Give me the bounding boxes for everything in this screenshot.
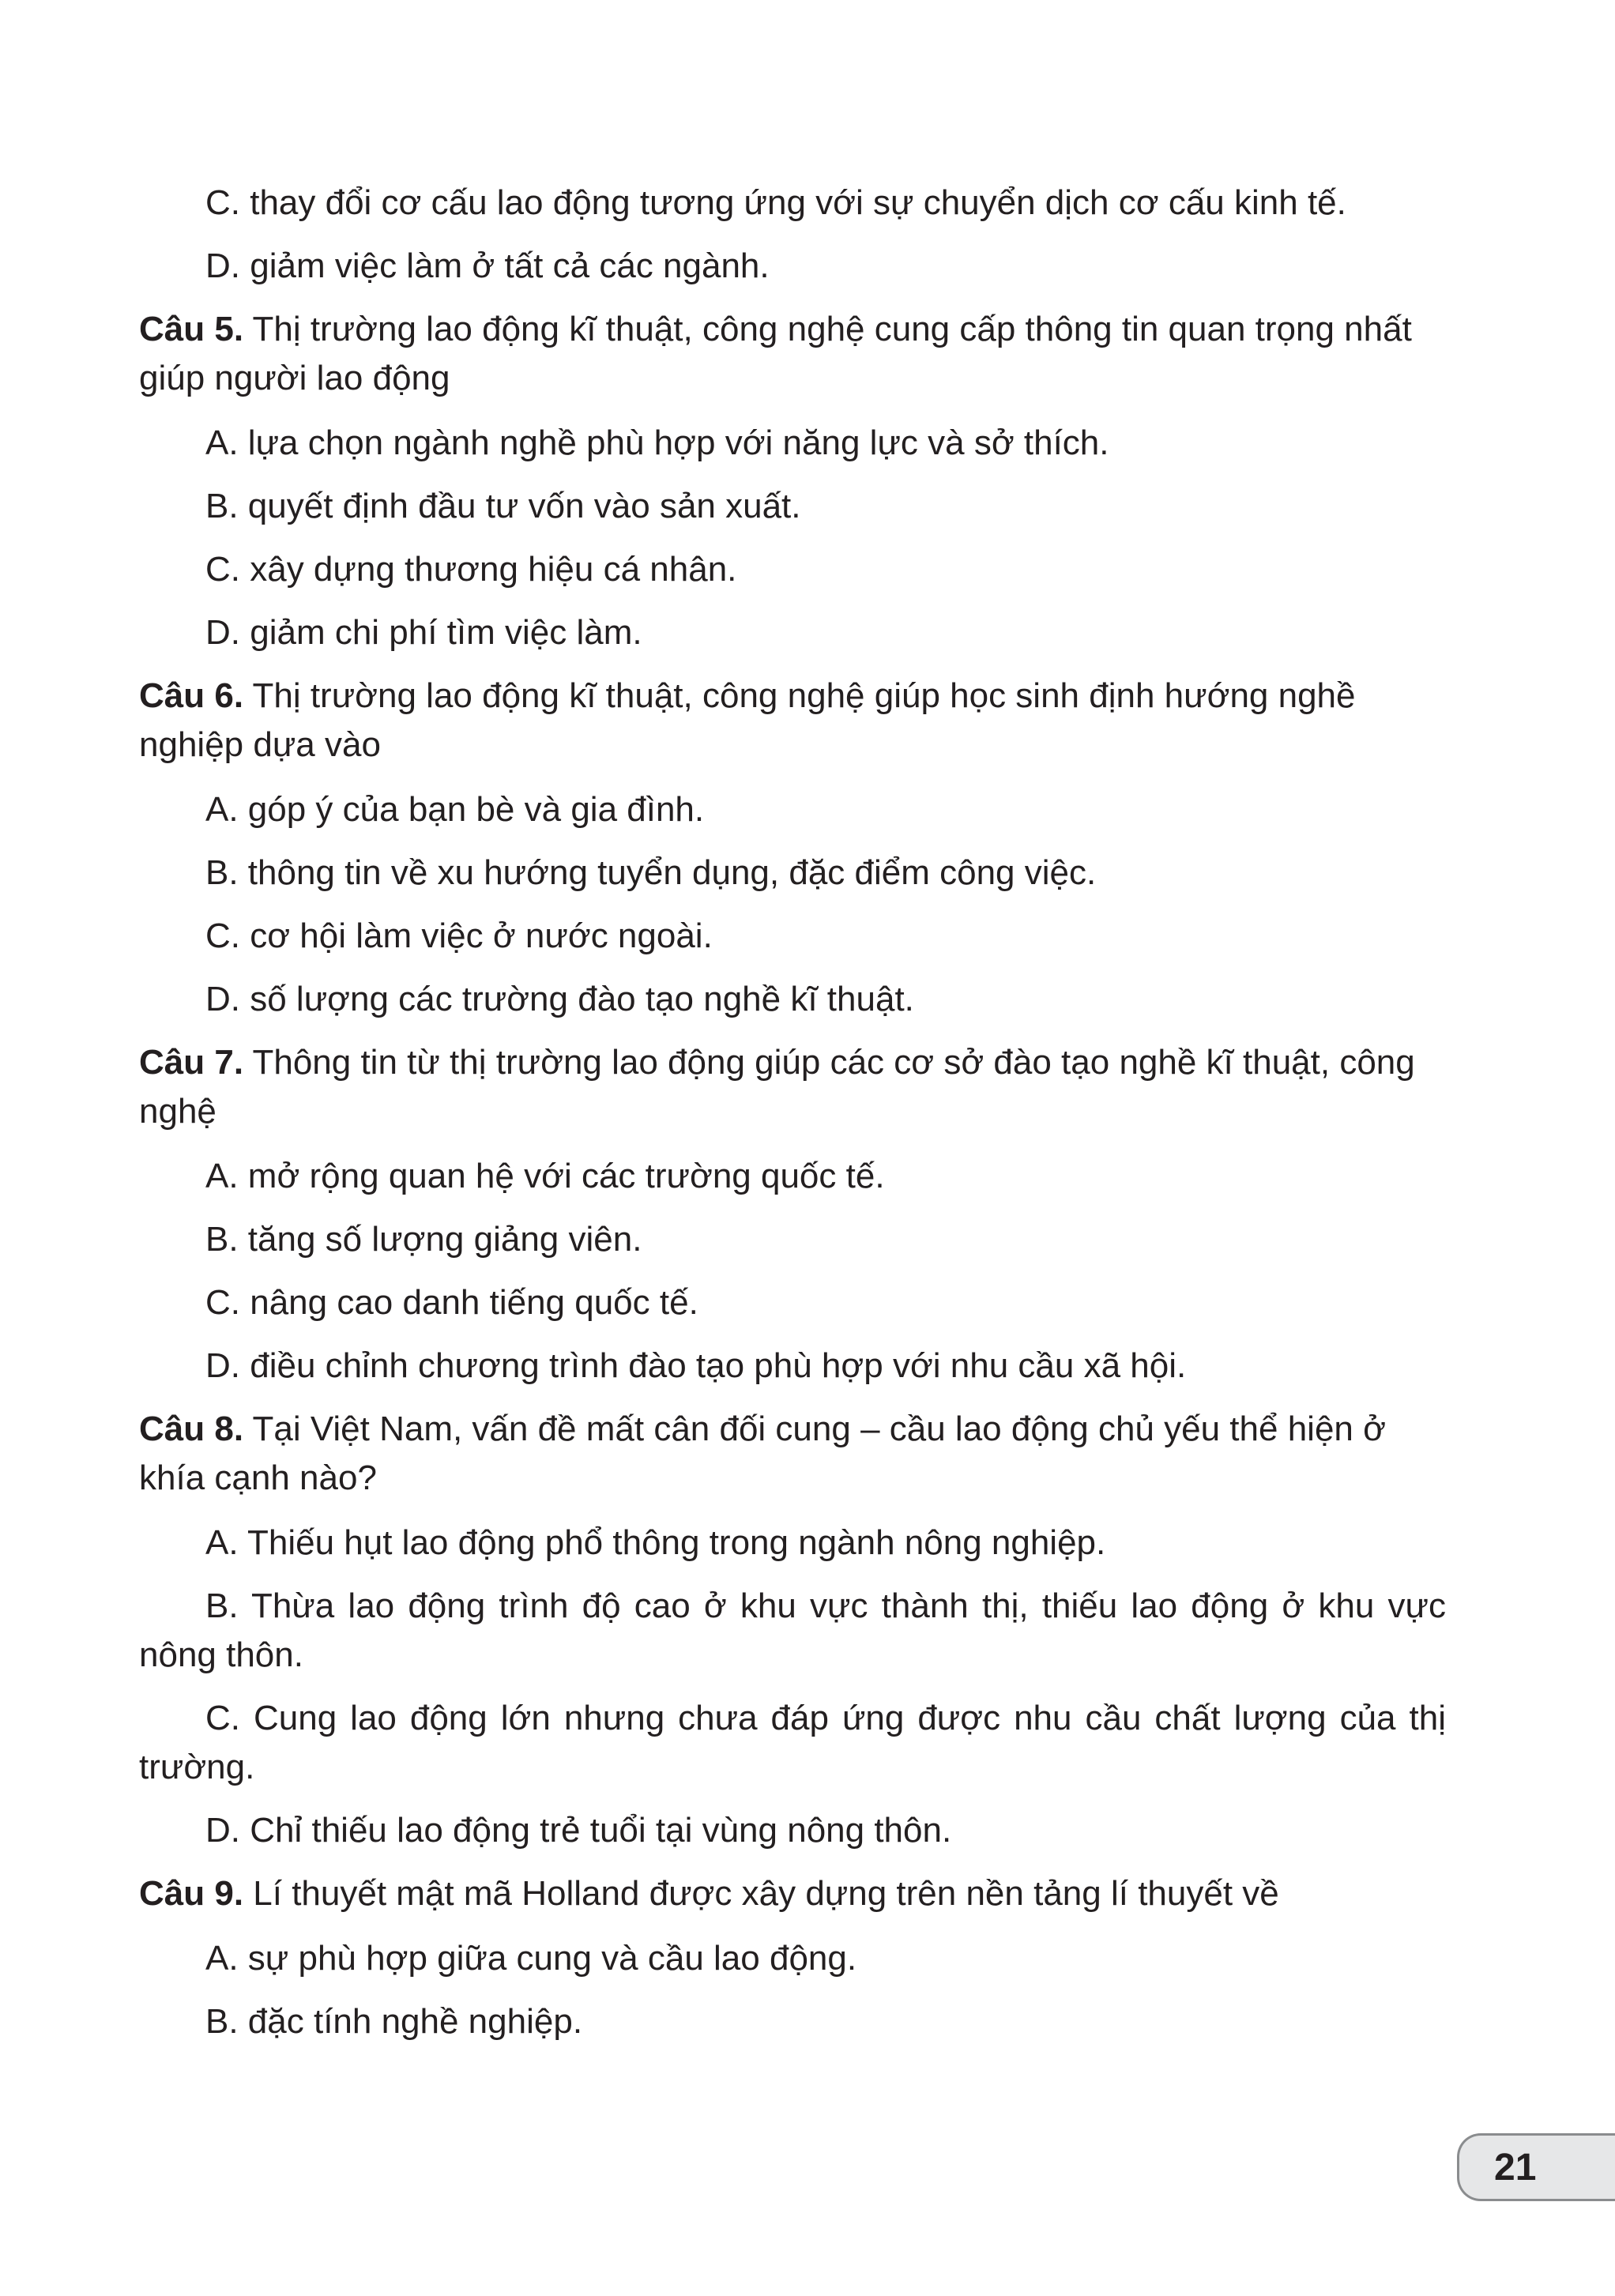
answer-option: A. lựa chọn ngành nghề phù hợp với năng lực và sở thích. (205, 423, 1109, 462)
question-label: Câu 9. (139, 1874, 244, 1913)
answer-option: A. góp ý của bạn bè và gia đình. (205, 790, 705, 829)
answer-option: B. đặc tính nghề nghiệp. (205, 2002, 583, 2041)
answer-option: D. giảm chi phí tìm việc làm. (205, 613, 642, 652)
question-text: Tại Việt Nam, vấn đề mất cân đối cung – cầu lao động chủ yếu thể hiện ở khía cạnh nào? (139, 1410, 1386, 1497)
question-label: Câu 6. (139, 676, 244, 715)
answer-option: B. quyết định đầu tư vốn vào sản xuất. (205, 487, 801, 525)
answer-option: D. số lượng các trường đào tạo nghề kĩ thuật. (205, 980, 914, 1018)
answer-option: B. tăng số lượng giảng viên. (205, 1220, 642, 1259)
question-stem (139, 1405, 1446, 1503)
question-text: Thị trường lao động kĩ thuật, công nghệ cung cấp thông tin quan trọng nhất giúp người lao động (139, 310, 1412, 397)
answer-option: B. thông tin về xu hướng tuyển dụng, đặc điểm công việc. (205, 853, 1097, 892)
answer-option: C. thay đổi cơ cấu lao động tương ứng với sự chuyển dịch cơ cấu kinh tế. (205, 183, 1346, 222)
question-stem (139, 305, 1446, 403)
answer-option: D. giảm việc làm ở tất cả các ngành. (205, 247, 770, 285)
page-number-tab (1457, 2133, 1615, 2201)
page-content (139, 179, 1446, 2061)
answer-option: D. Chỉ thiếu lao động trẻ tuổi tại vùng nông thôn. (205, 1811, 952, 1850)
answer-option: D. điều chỉnh chương trình đào tạo phù hợp với nhu cầu xã hội. (205, 1346, 1187, 1385)
answer-option: C. xây dựng thương hiệu cá nhân. (205, 550, 737, 589)
answer-option: C. nâng cao danh tiếng quốc tế. (205, 1283, 698, 1322)
answer-option: A. Thiếu hụt lao động phổ thông trong ngành nông nghiệp. (205, 1523, 1106, 1562)
question-label: Câu 8. (139, 1410, 244, 1448)
answer-option: B. Thừa lao động trình độ cao ở khu vực thành thị, thiếu lao động ở khu vực nông thôn. (139, 1586, 1446, 1674)
question-stem (139, 672, 1446, 770)
question-text: Thị trường lao động kĩ thuật, công nghệ giúp học sinh định hướng nghề nghiệp dựa vào (139, 676, 1356, 764)
question-label: Câu 7. (139, 1043, 244, 1082)
answer-option: C. cơ hội làm việc ở nước ngoài. (205, 917, 713, 955)
page-number: 21 (1494, 2147, 1537, 2189)
question-text: Lí thuyết mật mã Holland được xây dựng trên nền tảng lí thuyết về (243, 1874, 1279, 1913)
answer-option: A. mở rộng quan hệ với các trường quốc tế. (205, 1157, 885, 1195)
question-stem (139, 1038, 1446, 1136)
answer-option: A. sự phù hợp giữa cung và cầu lao động. (205, 1939, 857, 1978)
question-stem (139, 1869, 1446, 1918)
answer-option: C. Cung lao động lớn nhưng chưa đáp ứng được nhu cầu chất lượng của thị trường. (139, 1699, 1446, 1786)
question-label: Câu 5. (139, 310, 244, 348)
question-text: Thông tin từ thị trường lao động giúp các cơ sở đào tạo nghề kĩ thuật, công nghệ (139, 1043, 1415, 1131)
